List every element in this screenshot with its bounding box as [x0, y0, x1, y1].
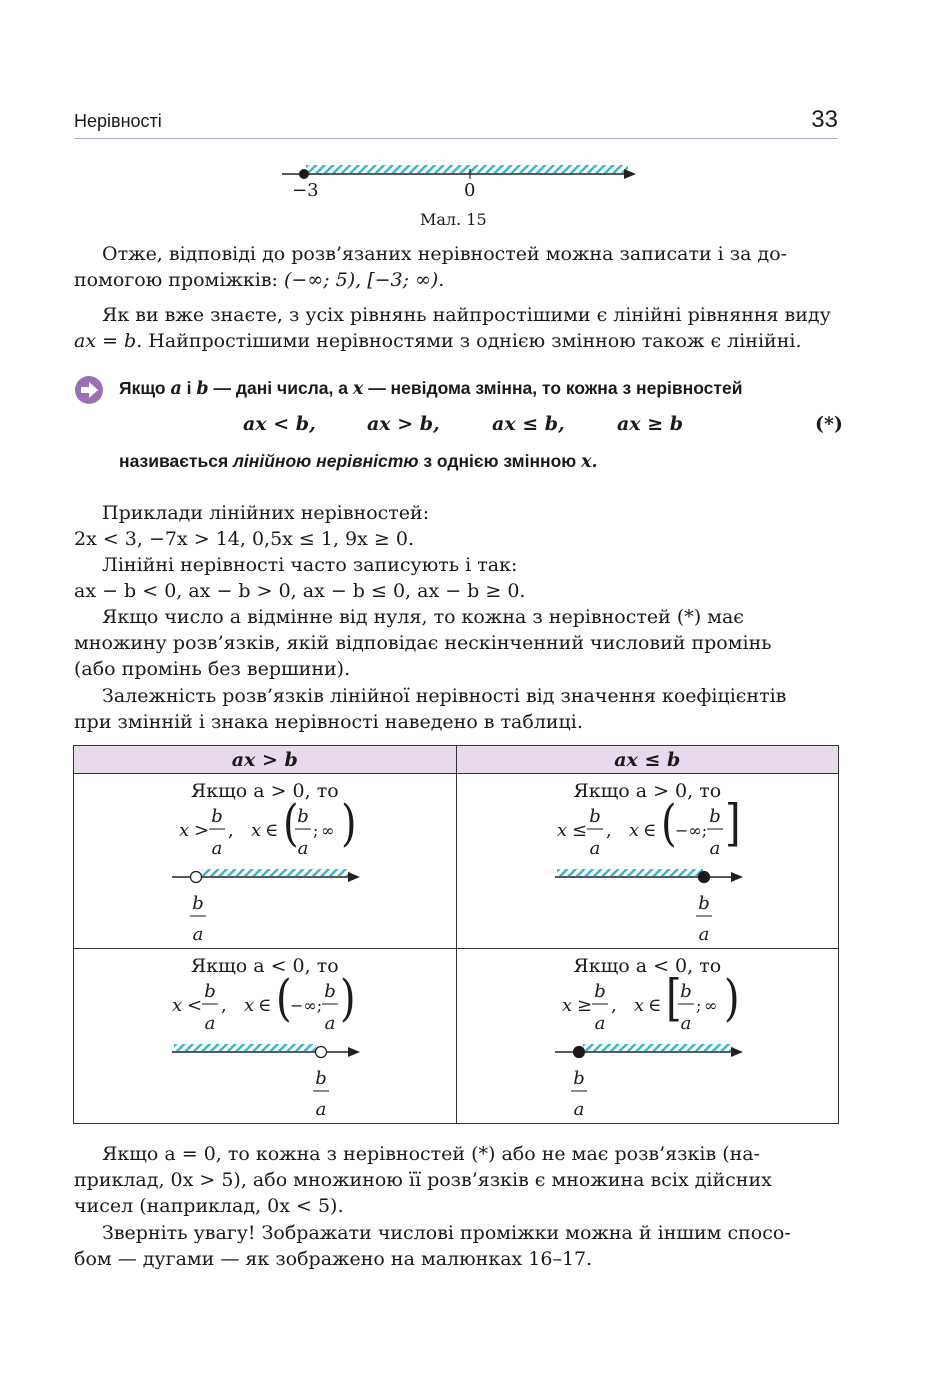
closed-point-icon: [299, 169, 309, 179]
point-label-denominator: a: [315, 1099, 327, 1120]
fraction-denominator: a: [709, 838, 720, 859]
comma: ,: [221, 995, 227, 1016]
relation-sign: >: [194, 820, 210, 841]
table-cell: [74, 774, 457, 949]
paragraph-table-intro: Залежність розв’язків лінійної нерівності від значення коефіцієнтів при змінній і знака нерівності наведено в таблиці.: [74, 685, 787, 733]
left-bracket: (: [276, 968, 292, 1028]
solutions-table: [73, 745, 839, 1124]
fraction-denominator: a: [680, 1013, 691, 1034]
fraction-denominator: a: [211, 838, 223, 859]
condition-text: Якщо a > 0, то: [190, 780, 339, 802]
closed-point-icon: [573, 1047, 584, 1058]
solution-hatch: [306, 165, 628, 173]
element-of-sign: ∈: [642, 820, 656, 841]
table-cell: [456, 774, 839, 949]
right-bracket: ]: [724, 793, 741, 853]
interval-right-value: ∞: [703, 996, 717, 1015]
fraction-numerator: b: [204, 981, 216, 1002]
open-point-icon: [316, 1047, 327, 1058]
p1-line2-prefix: помогою проміжків:: [74, 269, 278, 291]
examples-list: 2x < 3, −7x > 14, 0,5x ≤ 1, 9x ≥ 0.: [74, 528, 414, 550]
ineq-greater: ax > b,: [367, 413, 440, 435]
axis-arrow-icon: [731, 872, 743, 882]
solution-hatch: [174, 1044, 316, 1051]
var-x: x: [628, 820, 639, 841]
section-title: Нерівності: [74, 111, 162, 131]
point-label-numerator: b: [572, 1068, 585, 1089]
var-x: x: [556, 820, 567, 841]
point-label-numerator: b: [192, 893, 204, 914]
fraction-denominator: a: [297, 838, 309, 859]
axis-arrow-icon: [624, 169, 636, 179]
comma: ,: [228, 820, 234, 841]
label-minus-three: −3: [292, 180, 319, 201]
element-of-sign: ∈: [647, 995, 661, 1016]
interval-left-value: −∞;: [674, 821, 707, 840]
condition-text: Якщо a > 0, то: [573, 780, 722, 802]
left-bracket: (: [283, 793, 299, 853]
interval-left-value: −∞;: [290, 996, 323, 1015]
ineq-greater-equal: ax ≥ b: [617, 413, 684, 435]
var-x: x: [172, 995, 183, 1016]
definition-line-3: називається лінійною нерівністю з однією змінною x.: [119, 451, 598, 472]
definition-arrow-icon: [74, 375, 104, 409]
var-x: x: [244, 995, 255, 1016]
interval-2: [−3; ∞).: [367, 269, 445, 291]
element-of-sign: ∈: [258, 995, 272, 1016]
p2-line2-rest: . Найпростішими нерівностями з однією змінною також є лінійні.: [136, 330, 802, 352]
p1-line1: Отже, відповіді до розв’язаних нерівностей можна записати і за до-: [102, 243, 788, 265]
cell-graphic: [457, 774, 839, 948]
paragraph-intervals: [74, 241, 838, 293]
cell-graphic: [457, 949, 839, 1123]
relation-sign: ≥: [576, 995, 592, 1016]
var-x: x: [179, 820, 190, 841]
axis-arrow-icon: [348, 872, 360, 882]
paragraph-linear-equations: [74, 302, 838, 354]
var-x: x: [561, 995, 572, 1016]
paragraph-nonzero-a: Якщо число a відмінне від нуля, то кожна з нерівностей (*) має множину розв’язків, якій відповідає нескінченний числовий промінь (або промінь без вершини).: [74, 606, 772, 680]
label-zero: 0: [464, 180, 476, 201]
right-bracket: ): [340, 968, 356, 1028]
page-number: 33: [811, 106, 838, 133]
solution-hatch: [583, 1044, 733, 1051]
figure-15: [270, 150, 650, 210]
semicolon: ;: [313, 821, 319, 840]
fraction-denominator: a: [589, 838, 600, 859]
var-x: x: [251, 820, 262, 841]
fraction-denominator: a: [594, 1013, 605, 1034]
left-bracket: [: [665, 968, 682, 1028]
axis-arrow-icon: [348, 1047, 360, 1057]
comma: ,: [610, 995, 617, 1016]
star-marker: (*): [815, 413, 843, 435]
point-label-numerator: b: [315, 1068, 327, 1089]
solution-hatch: [202, 869, 350, 876]
ineq-less: ax < b,: [243, 413, 316, 435]
left-bracket: (: [660, 793, 677, 853]
right-bracket: ): [341, 793, 357, 853]
fraction-numerator: b: [708, 806, 721, 827]
number-line-figure-15: [270, 150, 650, 210]
equation-ax-b: ax = b: [74, 330, 137, 352]
table-header-greater: ax > b: [74, 746, 457, 774]
table-cell: [74, 949, 457, 1124]
table-cell: [456, 949, 839, 1124]
condition-text: Якщо a < 0, то: [573, 955, 722, 977]
figure-caption: Мал. 15: [420, 210, 487, 229]
fraction-numerator: b: [324, 981, 336, 1002]
var-x: x: [633, 995, 644, 1016]
paragraph-note: Зверніть увагу! Зображати числові проміжки можна й іншим спосо- бом — дугами — як зображено на малюнках 16–17.: [74, 1222, 791, 1270]
header-divider: [74, 138, 838, 139]
relation-sign: <: [187, 995, 203, 1016]
element-of-sign: ∈: [265, 820, 279, 841]
axis-arrow-icon: [731, 1047, 743, 1057]
examples-block: [74, 500, 838, 604]
definition-line-1: Якщо a і b — дані числа, а x — невідома змінна, то кожна з нерівностей: [119, 378, 743, 399]
fraction-numerator: b: [211, 806, 223, 827]
cell-graphic: [74, 949, 456, 1123]
fraction-numerator: b: [679, 981, 692, 1002]
examples-alt-list: ax − b < 0, ax − b > 0, ax − b ≤ 0, ax − b ≥ 0.: [74, 580, 526, 602]
point-label-denominator: a: [573, 1099, 584, 1120]
interval-1: (−∞; 5),: [284, 269, 362, 291]
right-bracket: ): [723, 968, 740, 1028]
comma: ,: [605, 820, 612, 841]
cell-graphic: [74, 774, 456, 948]
fraction-denominator: a: [324, 1013, 336, 1034]
fraction-numerator: b: [588, 806, 601, 827]
ineq-less-equal: ax ≤ b,: [492, 413, 565, 435]
interval-right-value: ∞: [321, 821, 335, 840]
paragraph-zero-a: Якщо a = 0, то кожна з нерівностей (*) або не має розв’язків (на- приклад, 0x > 5), або множиною її розв’язків є множина всіх дійсних чисел (наприклад, 0x < 5).: [74, 1143, 772, 1217]
point-label-denominator: a: [192, 924, 204, 945]
p2-line1: Як ви вже знаєте, з усіх рівнянь найпростішими є лінійні рівняння виду: [102, 304, 831, 326]
fraction-numerator: b: [593, 981, 606, 1002]
fraction-denominator: a: [204, 1013, 216, 1034]
semicolon: ;: [695, 996, 701, 1015]
condition-text: Якщо a < 0, то: [190, 955, 339, 977]
point-label-numerator: b: [697, 893, 710, 914]
examples-alt-intro: Лінійні нерівності часто записують і так:: [102, 554, 518, 576]
definition-inequalities: [0, 413, 952, 439]
closed-point-icon: [698, 872, 709, 883]
solution-hatch: [557, 869, 703, 876]
point-label-denominator: a: [698, 924, 709, 945]
examples-intro: Приклади лінійних нерівностей:: [102, 502, 430, 524]
table-header-less-equal: ax ≤ b: [456, 746, 839, 774]
relation-sign: ≤: [571, 820, 587, 841]
fraction-numerator: b: [297, 806, 309, 827]
open-point-icon: [191, 872, 202, 883]
